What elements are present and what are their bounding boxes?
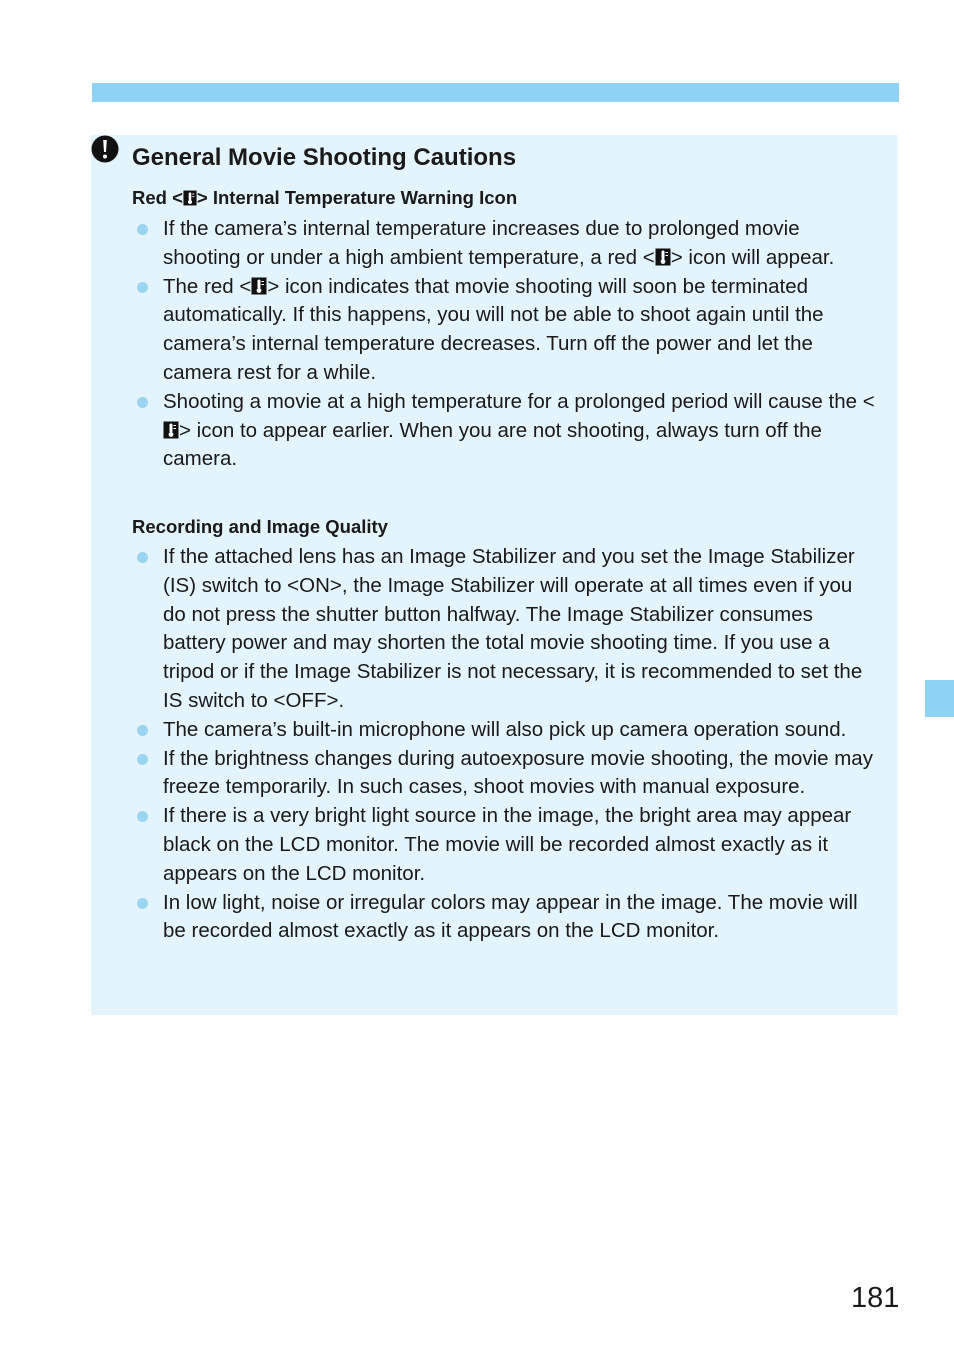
bullet-icon	[137, 552, 148, 563]
bullet-text-pre: The red <	[163, 274, 252, 298]
bullet-icon	[137, 898, 148, 909]
bullet-text: If there is a very bright light source in the image, the bright area may appear black on the LCD monitor. The movie will be recorded almost exactly as it appears on the LCD monitor.	[163, 804, 852, 885]
section-heading-temperature	[132, 186, 517, 210]
heading-text-pre: Red <	[132, 187, 183, 208]
bullet-icon	[137, 725, 148, 736]
bullet-text-pre: Shooting a movie at a high temperature for a prolonged period will cause the <	[163, 389, 875, 413]
bullet-text-pre: If the camera’s internal temperature increases due to prolonged movie shooting or under a high ambient temperature, a red <	[163, 217, 800, 269]
list-item	[91, 889, 898, 947]
chapter-side-tab	[925, 680, 954, 717]
heading-text-post: > Internal Temperature Warning Icon	[196, 187, 518, 208]
section-heading-recording: Recording and Image Quality	[132, 516, 388, 537]
list-item	[91, 215, 898, 273]
list-item	[91, 388, 898, 474]
thermometer-warning-icon	[251, 277, 267, 295]
header-color-bar	[92, 83, 899, 102]
bullet-text: If the brightness changes during autoexposure movie shooting, the movie may freeze temporarily. In such cases, shoot movies with manual exposure.	[163, 746, 873, 799]
thermometer-warning-icon	[163, 421, 179, 439]
recording-bullet-list	[91, 543, 898, 946]
bullet-text: The camera’s built-in microphone will also pick up camera operation sound.	[163, 717, 847, 741]
box-title: General Movie Shooting Cautions	[132, 144, 517, 171]
page-number: 181	[851, 1282, 900, 1314]
bullet-icon	[137, 754, 148, 765]
thermometer-warning-icon	[655, 248, 671, 266]
list-item	[91, 802, 898, 888]
bullet-text-post: > icon indicates that movie shooting will soon be terminated automatically. If this happens, you will not be able to shoot again until the camera’s internal temperature decreases. Turn off the power and let the camera rest for a while.	[163, 274, 824, 384]
bullet-text-post: > icon will appear.	[670, 245, 835, 269]
list-item	[91, 543, 898, 716]
bullet-icon	[137, 811, 148, 822]
caution-box	[91, 135, 898, 1015]
bullet-text: If the attached lens has an Image Stabilizer and you set the Image Stabilizer (IS) switch to <ON>, the Image Stabilizer will operate at all times even if you do not press the shutter button halfway. The Image Stabilizer consumes battery power and may shorten the total movie shooting time. If you use a tripod or if the Image Stabilizer is not necessary, it is recommended to set the IS switch to <OFF>.	[163, 545, 863, 712]
caution-icon	[91, 135, 119, 163]
thermometer-warning-icon	[183, 190, 197, 206]
temperature-bullet-list	[91, 215, 898, 474]
bullet-text-post: > icon to appear earlier. When you are not shooting, always turn off the camera.	[163, 418, 822, 471]
bullet-icon	[137, 397, 148, 408]
bullet-icon	[137, 282, 148, 293]
list-item	[91, 716, 898, 745]
bullet-text: In low light, noise or irregular colors may appear in the image. The movie will be recorded almost exactly as it appears on the LCD monitor.	[163, 890, 858, 943]
list-item	[91, 273, 898, 388]
bullet-icon	[137, 224, 148, 235]
list-item	[91, 745, 898, 803]
